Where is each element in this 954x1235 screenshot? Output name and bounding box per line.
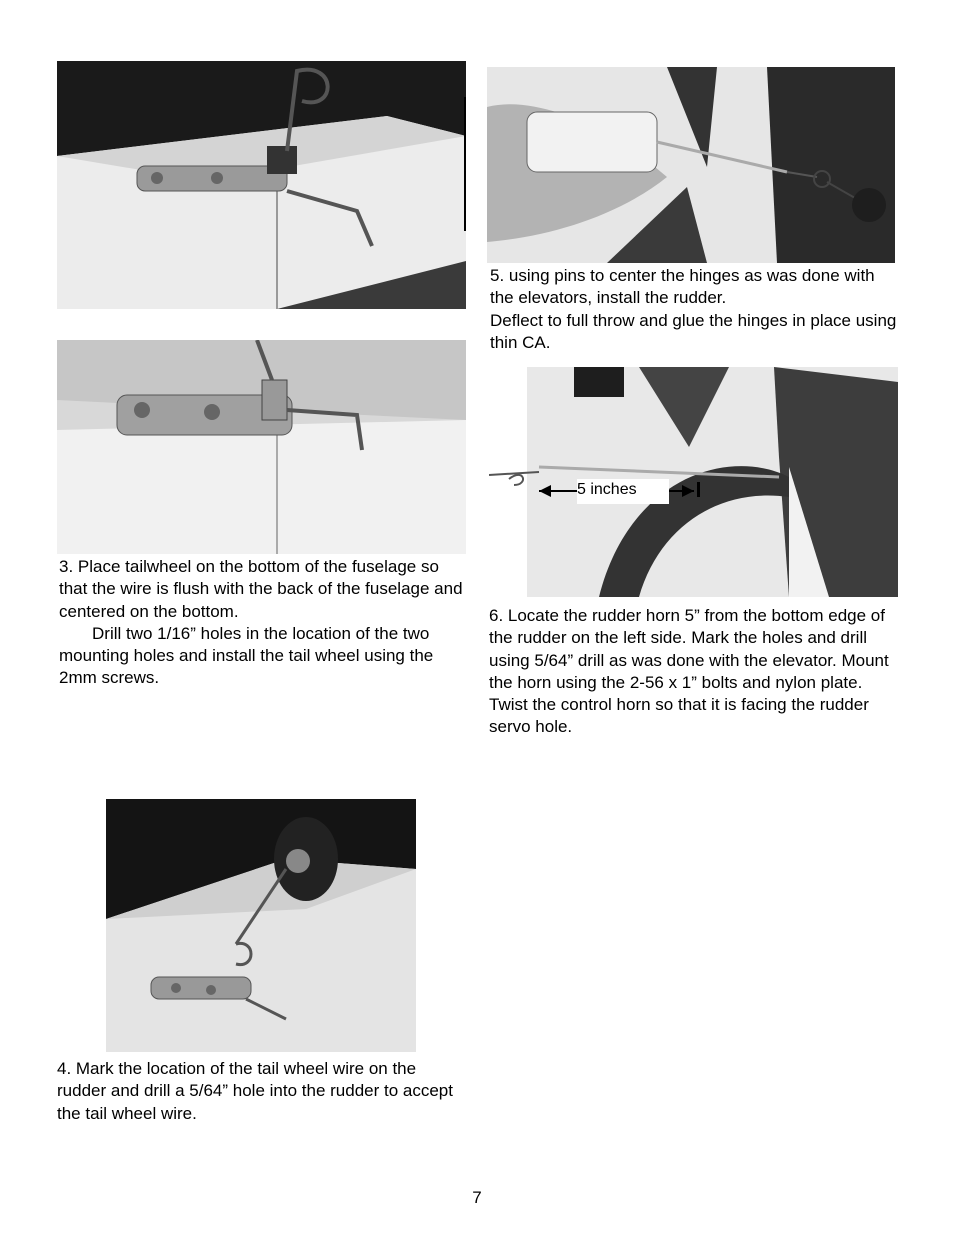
step5-paragraph-2: Deflect to full throw and glue the hinges in place using thin CA. (490, 310, 897, 352)
photo-gluing-hinges (487, 67, 895, 263)
step5-paragraph-1: 5. using pins to center the hinges as was done with the elevators, install the rudder. (490, 266, 875, 308)
step6-paragraph: 6. Locate the rudder horn 5” from the bottom edge of the rudder on the left side. Mark the holes and drill using 5/64” drill as was done with the elevator. Mount the horn using the 2-56 x 1” bolts and nylon plate. Twist the control horn so that it is facing the rudder servo hole. (489, 606, 889, 737)
step5-caption (490, 265, 900, 354)
step3-caption (59, 556, 464, 690)
step6-caption (489, 605, 899, 739)
step3-paragraph-1: 3. Place tailwheel on the bottom of the fuselage so that the wire is flush with the back of the fuselage and centered on the bottom. (59, 557, 463, 621)
step3-paragraph-2: Drill two 1/16” holes in the location of the two mounting holes and install the tail wheel using the 2mm screws. (59, 623, 434, 688)
photo-tail-wheel-installed (106, 799, 416, 1052)
photo-tailwheel-bracket-closeup (57, 340, 466, 554)
page-number: 7 (472, 1188, 482, 1207)
photo-tailwheel-bracket-top (57, 61, 466, 309)
photo-rudder-horn-location (489, 367, 898, 597)
step4-paragraph: 4. Mark the location of the tail wheel wire on the rudder and drill a 5/64” hole into the rudder to accept the tail wheel wire. (57, 1059, 453, 1123)
step4-caption (57, 1058, 467, 1125)
five-inches-label: 5 inches (577, 479, 669, 504)
